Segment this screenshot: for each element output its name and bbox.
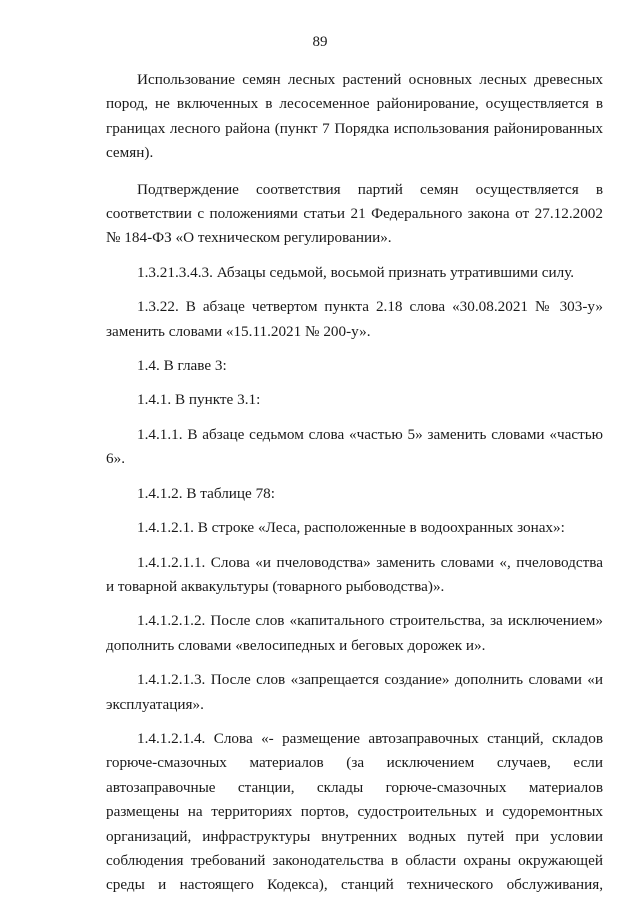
paragraph-1-4-1-2-1-1: 1.4.1.2.1.1. Слова «и пчеловодства» заменить словами «, пчеловодства и товарной аквакультуры (товарного рыбоводства)». bbox=[106, 553, 603, 595]
page-number: 89 bbox=[312, 34, 328, 50]
paragraph-1-4-1-2: 1.4.1.2. В таблице 78: bbox=[137, 484, 275, 502]
paragraph-1-4-1: 1.4.1. В пункте 3.1: bbox=[137, 391, 261, 409]
paragraph-seed-usage: Использование семян лесных растений основных лесных древесных пород, не включенных в лесосеменное районирование, осуществляется в границах лесного района (пункт 7 Порядка использования районированных семян). bbox=[106, 71, 603, 162]
paragraph-1-4-1-2-1-4: 1.4.1.2.1.4. Слова «- размещение автозаправочных станций, складов горюче-смазочных материалов (за исключением случаев, если автозаправочные станции, склады горюче-смазочных материалов размещены на территориях портов, судостроительных и судоремонтных организаций, инфраструктуры внутренних водных путей при условии соблюдения требований законодательства в области охраны окружающей среды и настоящего Кодекса), станций технического обслуживания, bbox=[106, 729, 603, 894]
paragraph-1-4-1-2-1-2: 1.4.1.2.1.2. После слов «капитального строительства, за исключением» дополнить словами «велосипедных и беговых дорожек и». bbox=[106, 612, 603, 654]
paragraph-1-4-1-1: 1.4.1.1. В абзаце седьмом слова «частью 5» заменить словами «частью 6». bbox=[106, 425, 603, 468]
paragraph-1-3-21-3-4-3: 1.3.21.3.4.3. Абзацы седьмой, восьмой признать утратившими силу. bbox=[137, 263, 575, 281]
document-body bbox=[106, 68, 603, 898]
paragraph-1-4: 1.4. В главе 3: bbox=[137, 357, 227, 375]
paragraph-1-3-22: 1.3.22. В абзаце четвертом пункта 2.18 слова «30.08.2021 № 303-у» заменить словами «15.11.2021 № 200-у». bbox=[106, 298, 603, 340]
paragraph-conformity: Подтверждение соответствия партий семян осуществляется в соответствии с положениями статьи 21 Федерального закона от 27.12.2002 № 184-ФЗ «О техническом регулировании». bbox=[106, 180, 603, 247]
paragraph-1-4-1-2-1: 1.4.1.2.1. В строке «Леса, расположенные в водоохранных зонах»: bbox=[137, 519, 565, 537]
paragraph-1-4-1-2-1-3: 1.4.1.2.1.3. После слов «запрещается создание» дополнить словами «и эксплуатация». bbox=[106, 671, 603, 713]
